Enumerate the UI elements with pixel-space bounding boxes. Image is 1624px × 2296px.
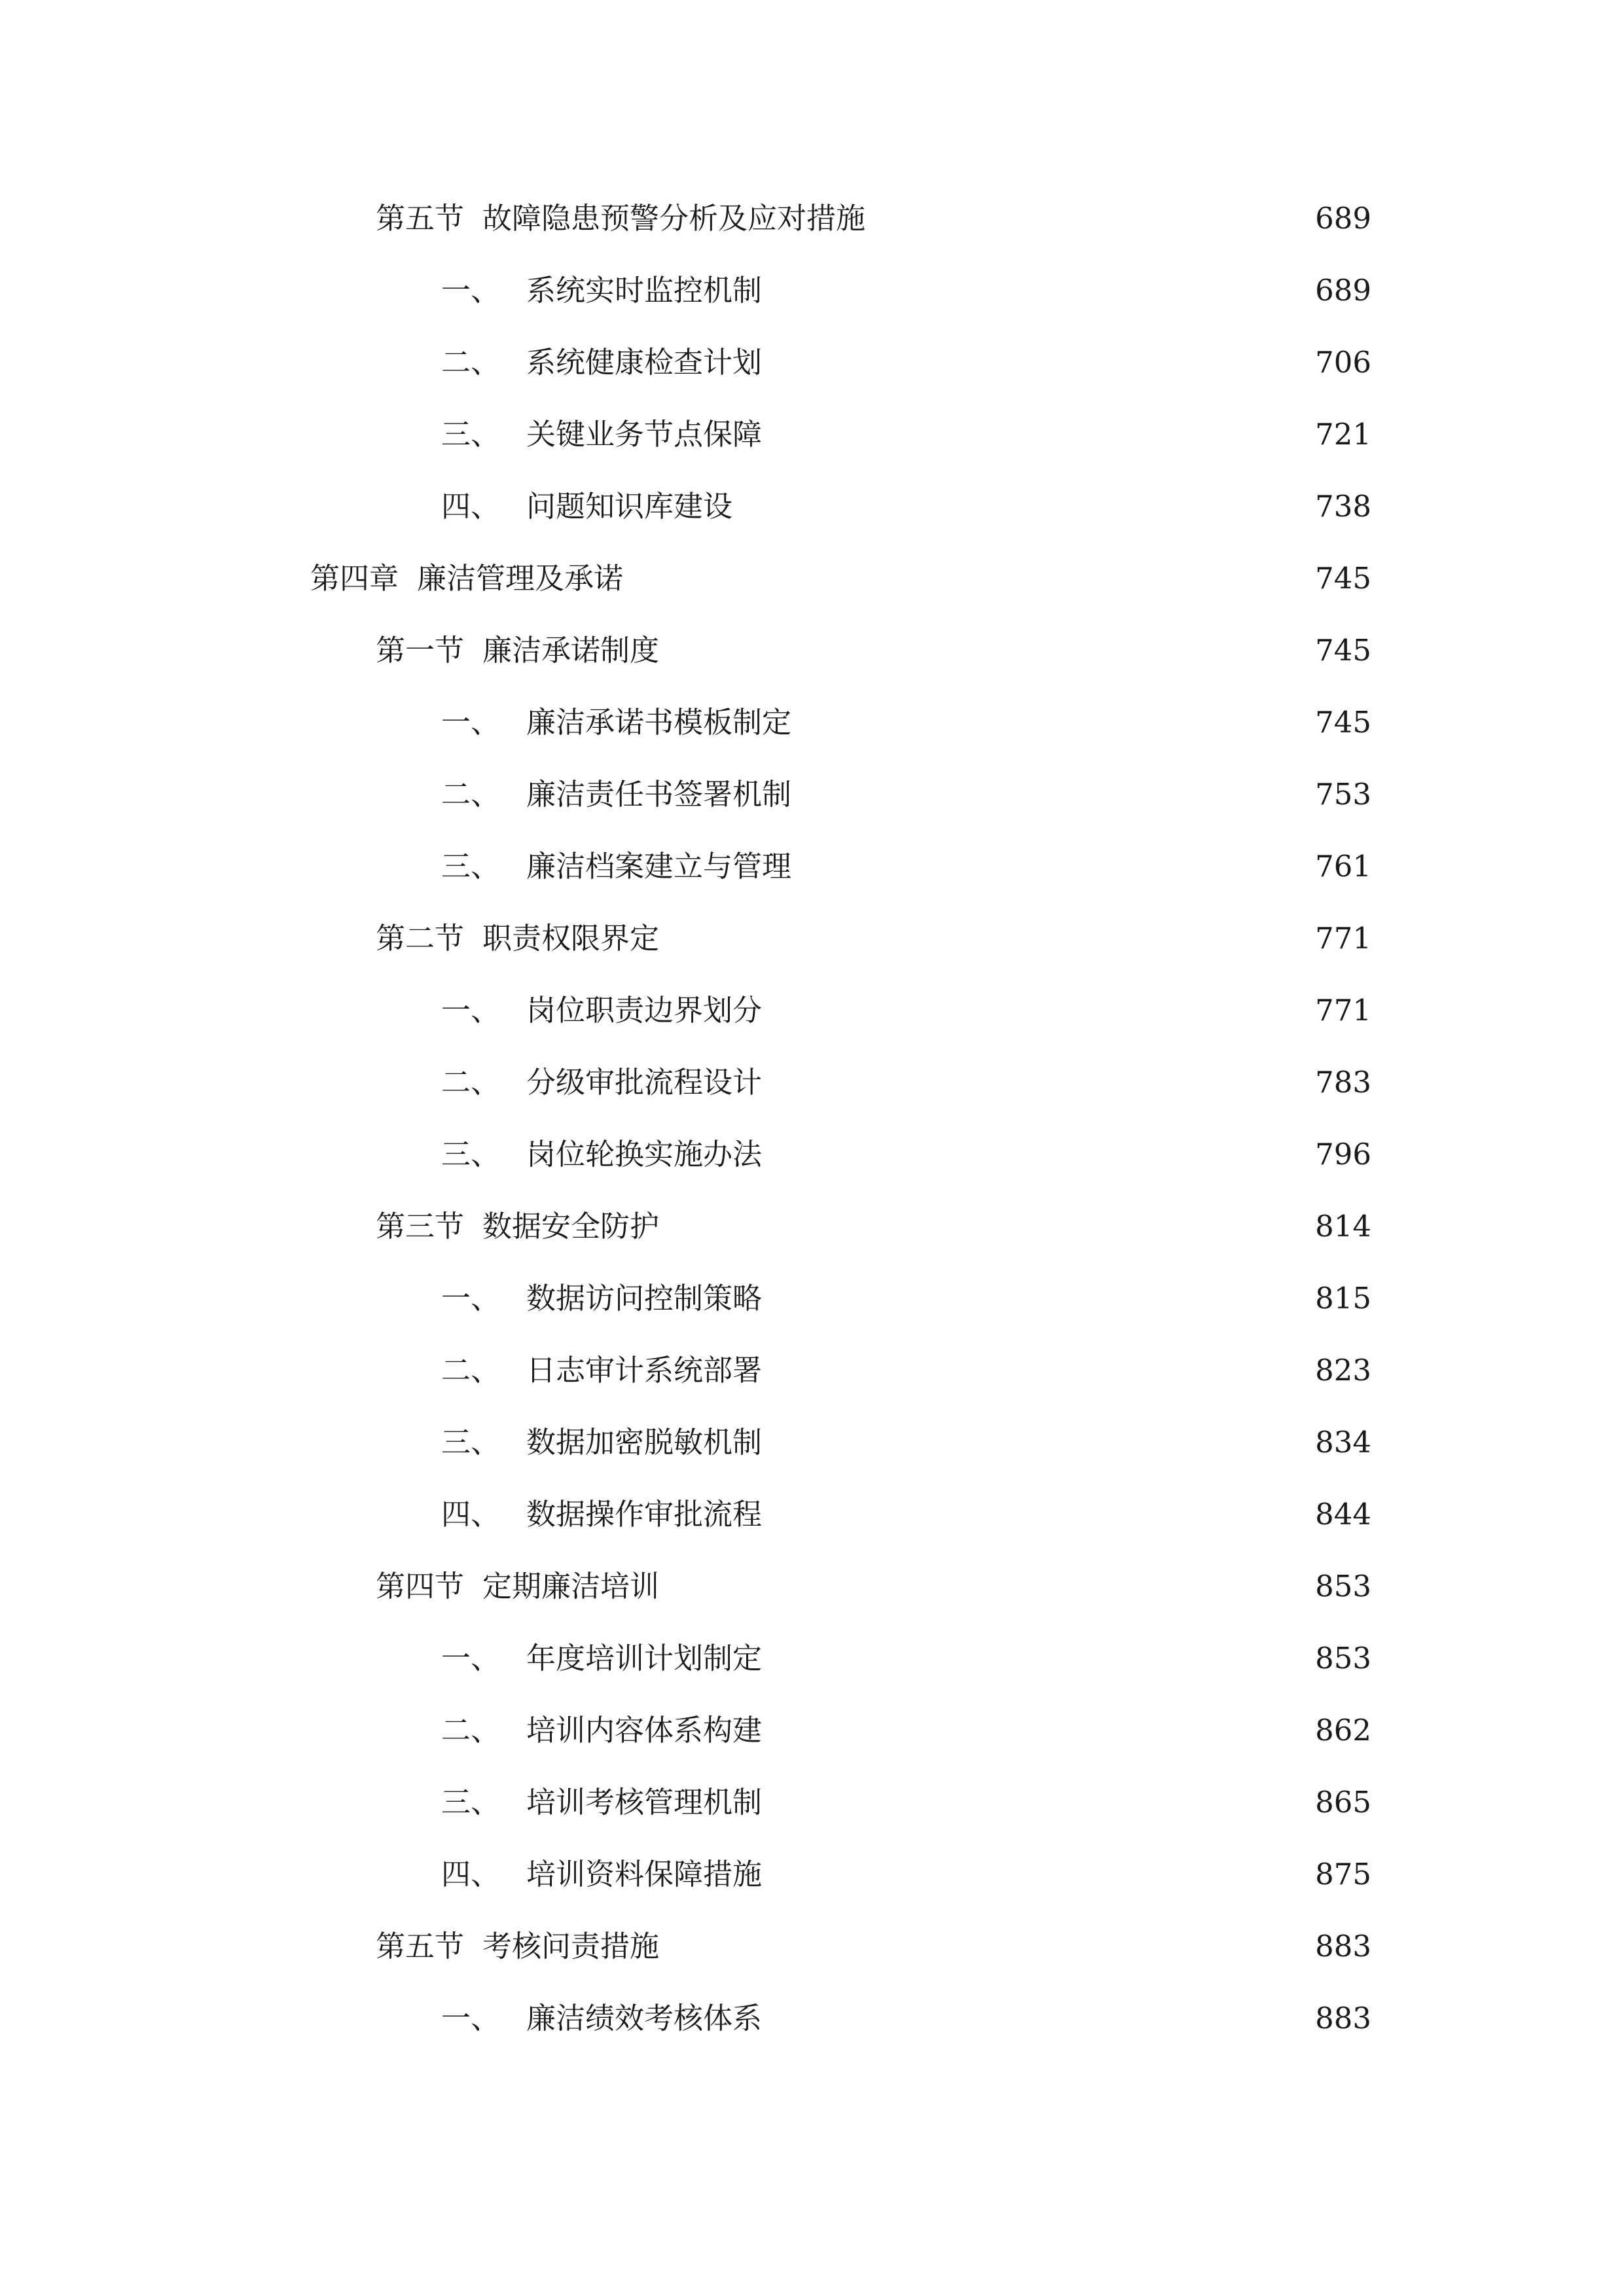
toc-entry[interactable] <box>441 1132 1371 1177</box>
toc-page-number: 815 <box>1315 1281 1371 1316</box>
toc-entry[interactable] <box>441 1420 1371 1465</box>
toc-page-number: 814 <box>1315 1209 1371 1244</box>
toc-entry[interactable] <box>441 484 1371 529</box>
dot-leader <box>668 916 1301 961</box>
dot-leader <box>771 1636 1301 1681</box>
toc-entry[interactable] <box>441 412 1371 457</box>
toc-number: 第四节 <box>376 1569 465 1604</box>
toc-entry[interactable] <box>441 1780 1371 1825</box>
toc-page-number: 689 <box>1315 201 1371 236</box>
toc-title: 廉洁承诺制度 <box>482 633 660 668</box>
toc-number: 四、 <box>441 1857 501 1892</box>
toc-page-number: 753 <box>1315 777 1371 812</box>
toc-entry[interactable] <box>441 1852 1371 1897</box>
toc-entry[interactable] <box>376 628 1371 673</box>
toc-page-number: 745 <box>1315 633 1371 668</box>
dot-leader <box>771 340 1301 386</box>
toc-title: 岗位轮换实施办法 <box>526 1137 763 1172</box>
dot-leader <box>668 1204 1301 1249</box>
dot-leader <box>668 1564 1301 1609</box>
toc-page-number: 853 <box>1315 1641 1371 1676</box>
toc-number: 三、 <box>441 1425 501 1460</box>
toc-number: 一、 <box>441 2001 501 2036</box>
toc-page-number: 875 <box>1315 1857 1371 1892</box>
toc-title: 廉洁责任书签署机制 <box>526 777 792 812</box>
toc-title: 故障隐患预警分析及应对措施 <box>482 201 866 236</box>
toc-number: 二、 <box>441 1353 501 1388</box>
toc-number: 一、 <box>441 1281 501 1316</box>
toc-entry[interactable] <box>441 988 1371 1033</box>
dot-leader <box>771 1348 1301 1393</box>
toc-page-number: 865 <box>1315 1785 1371 1820</box>
toc-page-number: 823 <box>1315 1353 1371 1388</box>
toc-number: 第一节 <box>376 633 465 668</box>
dot-leader <box>771 1132 1301 1177</box>
toc-title: 日志审计系统部署 <box>526 1353 763 1388</box>
dot-leader <box>771 1060 1301 1105</box>
dot-leader <box>632 556 1301 601</box>
dot-leader <box>771 1276 1301 1321</box>
dot-leader <box>771 412 1301 457</box>
dot-leader <box>771 1420 1301 1465</box>
toc-number: 第五节 <box>376 201 465 236</box>
dot-leader <box>771 268 1301 314</box>
dot-leader <box>668 628 1301 673</box>
toc-number: 三、 <box>441 1785 501 1820</box>
toc-number: 二、 <box>441 1065 501 1100</box>
dot-leader <box>668 1924 1301 1969</box>
toc-title: 职责权限界定 <box>482 921 660 956</box>
toc-title: 关键业务节点保障 <box>526 417 763 452</box>
toc-page-number: 844 <box>1315 1497 1371 1532</box>
toc-number: 第四章 <box>310 561 399 596</box>
toc-title: 定期廉洁培训 <box>482 1569 660 1604</box>
toc-entry[interactable] <box>441 1708 1371 1753</box>
toc-number: 三、 <box>441 1137 501 1172</box>
dot-leader <box>771 988 1301 1033</box>
dot-leader <box>801 700 1301 745</box>
toc-title: 考核问责措施 <box>482 1929 660 1964</box>
toc-number: 二、 <box>441 777 501 812</box>
toc-entry[interactable] <box>376 1204 1371 1249</box>
toc-page-number: 783 <box>1315 1065 1371 1100</box>
toc-entry[interactable] <box>441 772 1371 817</box>
toc-number: 三、 <box>441 849 501 884</box>
toc-entry[interactable] <box>441 1996 1371 2041</box>
toc-page-number: 689 <box>1315 273 1371 308</box>
toc-title: 数据访问控制策略 <box>526 1281 763 1316</box>
toc-title: 培训考核管理机制 <box>526 1785 763 1820</box>
toc-page-number: 738 <box>1315 489 1371 524</box>
toc-page-number: 834 <box>1315 1425 1371 1460</box>
dot-leader <box>801 772 1301 817</box>
toc-entry[interactable] <box>441 1276 1371 1321</box>
toc-entry[interactable] <box>310 556 1371 601</box>
toc-entry[interactable] <box>441 340 1371 386</box>
toc-entry[interactable] <box>376 916 1371 961</box>
toc-title: 数据操作审批流程 <box>526 1497 763 1532</box>
dot-leader <box>742 484 1301 529</box>
toc-title: 廉洁档案建立与管理 <box>526 849 792 884</box>
toc-number: 第二节 <box>376 921 465 956</box>
toc-title: 培训内容体系构建 <box>526 1713 763 1748</box>
toc-title: 岗位职责边界划分 <box>526 993 763 1028</box>
toc-entry[interactable] <box>441 1492 1371 1537</box>
toc-title: 廉洁管理及承诺 <box>417 561 624 596</box>
toc-number: 一、 <box>441 993 501 1028</box>
toc-page-number: 853 <box>1315 1569 1371 1604</box>
toc-page-number: 883 <box>1315 2001 1371 2036</box>
toc-number: 第三节 <box>376 1209 465 1244</box>
toc-entry[interactable] <box>441 1060 1371 1105</box>
toc-page-number: 721 <box>1315 417 1371 452</box>
toc-title: 廉洁绩效考核体系 <box>526 2001 763 2036</box>
toc-title: 年度培训计划制定 <box>526 1641 763 1676</box>
toc-page-number: 862 <box>1315 1713 1371 1748</box>
toc-number: 一、 <box>441 705 501 740</box>
toc-title: 问题知识库建设 <box>526 489 733 524</box>
toc-title: 系统实时监控机制 <box>526 273 763 308</box>
toc-title: 分级审批流程设计 <box>526 1065 763 1100</box>
toc-page-number: 761 <box>1315 849 1371 884</box>
toc-title: 数据加密脱敏机制 <box>526 1425 763 1460</box>
dot-leader <box>771 1708 1301 1753</box>
toc-title: 培训资料保障措施 <box>526 1857 763 1892</box>
dot-leader <box>801 844 1301 889</box>
toc-number: 二、 <box>441 345 501 380</box>
toc-number: 一、 <box>441 1641 501 1676</box>
toc-entry[interactable] <box>376 1924 1371 1969</box>
toc-page-number: 771 <box>1315 921 1371 956</box>
toc-page-number: 796 <box>1315 1137 1371 1172</box>
toc-page-number: 706 <box>1315 345 1371 380</box>
toc-page-number: 745 <box>1315 561 1371 596</box>
dot-leader <box>771 1996 1301 2041</box>
toc-number: 二、 <box>441 1713 501 1748</box>
toc-entry[interactable] <box>441 844 1371 889</box>
toc-page-number: 771 <box>1315 993 1371 1028</box>
toc-number: 一、 <box>441 273 501 308</box>
toc-number: 第五节 <box>376 1929 465 1964</box>
toc-entry[interactable] <box>376 196 1371 242</box>
toc-entry[interactable] <box>441 700 1371 745</box>
toc-title: 数据安全防护 <box>482 1209 660 1244</box>
toc-entry[interactable] <box>441 1636 1371 1681</box>
toc-entry[interactable] <box>376 1564 1371 1609</box>
toc-number: 四、 <box>441 1497 501 1532</box>
dot-leader <box>771 1852 1301 1897</box>
toc-entry[interactable] <box>441 1348 1371 1393</box>
toc-page-number: 883 <box>1315 1929 1371 1964</box>
toc-title: 系统健康检查计划 <box>526 345 763 380</box>
dot-leader <box>875 196 1301 242</box>
toc-number: 三、 <box>441 417 501 452</box>
dot-leader <box>771 1492 1301 1537</box>
toc-title: 廉洁承诺书模板制定 <box>526 705 792 740</box>
dot-leader <box>771 1780 1301 1825</box>
toc-page-number: 745 <box>1315 705 1371 740</box>
toc-number: 四、 <box>441 489 501 524</box>
toc-entry[interactable] <box>441 268 1371 314</box>
